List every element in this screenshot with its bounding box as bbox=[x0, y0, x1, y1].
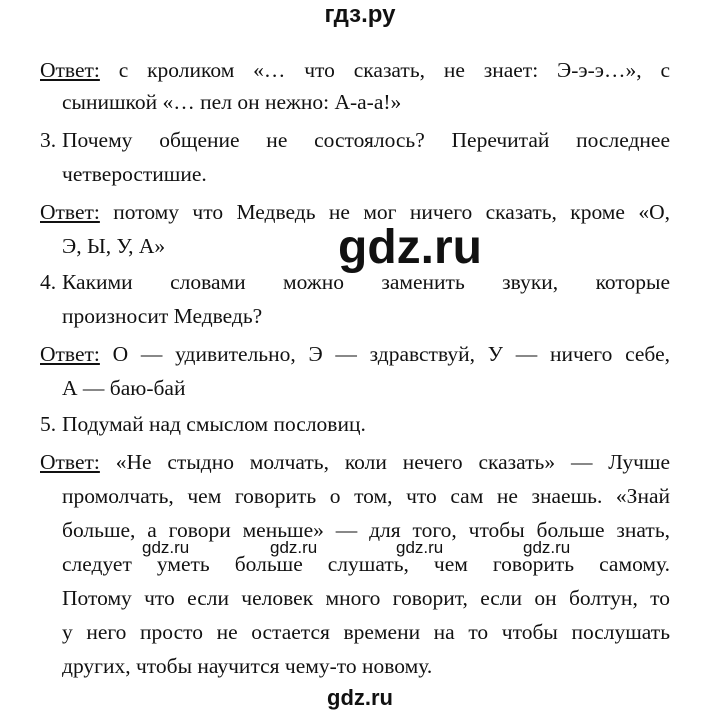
answer-line: Потому что если человек много говорит, если он болтун, то bbox=[62, 586, 670, 610]
question-text: произносит Медведь? bbox=[62, 304, 263, 328]
answer-text: потому что Медведь не мог ничего сказать, кроме «О, bbox=[113, 200, 670, 224]
answer-line: сынишкой «… пел он нежно: А-а-а!» bbox=[62, 90, 402, 114]
footer-watermark: gdz.ru bbox=[327, 685, 393, 710]
answer-line: промолчать, чем говорить о том, что сам не знаешь. «Знай bbox=[62, 484, 670, 508]
answer-label: Ответ: bbox=[40, 58, 100, 82]
answer-text: «Не стыдно молчать, коли нечего сказать» — Лучше bbox=[115, 450, 670, 474]
watermark-center: gdz.ru bbox=[338, 221, 482, 274]
answer-line bbox=[40, 340, 670, 368]
watermark-small: gdz.ru bbox=[523, 538, 571, 557]
question-number: 3. bbox=[40, 128, 57, 152]
answer-line: Э, Ы, У, А» bbox=[62, 234, 166, 258]
answer-line: А — баю-бай bbox=[62, 376, 186, 400]
answer-line: других, чтобы научится чему-то новому. bbox=[62, 654, 433, 678]
question-text: Почему общение не состоялось? Перечитай последнее bbox=[62, 128, 670, 152]
answer-line: у него просто не остается времени на то чтобы послушать bbox=[62, 620, 670, 644]
answer-line: больше, а говори меньше» — для того, чтобы больше знать, bbox=[62, 518, 670, 542]
answer-line bbox=[40, 56, 670, 84]
answer-line bbox=[40, 448, 670, 476]
question-number: 4. bbox=[40, 270, 57, 294]
answer-text: О — удивительно, Э — здравствуй, У — ничего себе, bbox=[112, 342, 671, 366]
watermark-small: gdz.ru bbox=[396, 538, 444, 557]
watermark-small: gdz.ru bbox=[142, 538, 190, 557]
question-text: Подумай над смыслом пословиц. bbox=[62, 412, 366, 436]
answer-text: с кроликом «… что сказать, не знает: Э-э-э…», с bbox=[118, 58, 670, 82]
site-title: гдз.ру bbox=[324, 1, 396, 28]
question-text: Какими словами можно заменить звуки, которые bbox=[62, 270, 670, 294]
watermark-small: gdz.ru bbox=[270, 538, 318, 557]
answer-line: следует уметь больше слушать, чем говорить самому. bbox=[62, 552, 670, 576]
answer-label: Ответ: bbox=[40, 450, 100, 474]
answer-label: Ответ: bbox=[40, 200, 100, 224]
answer-label: Ответ: bbox=[40, 342, 100, 366]
question-number: 5. bbox=[40, 412, 57, 436]
question-text: четверостишие. bbox=[62, 162, 207, 186]
